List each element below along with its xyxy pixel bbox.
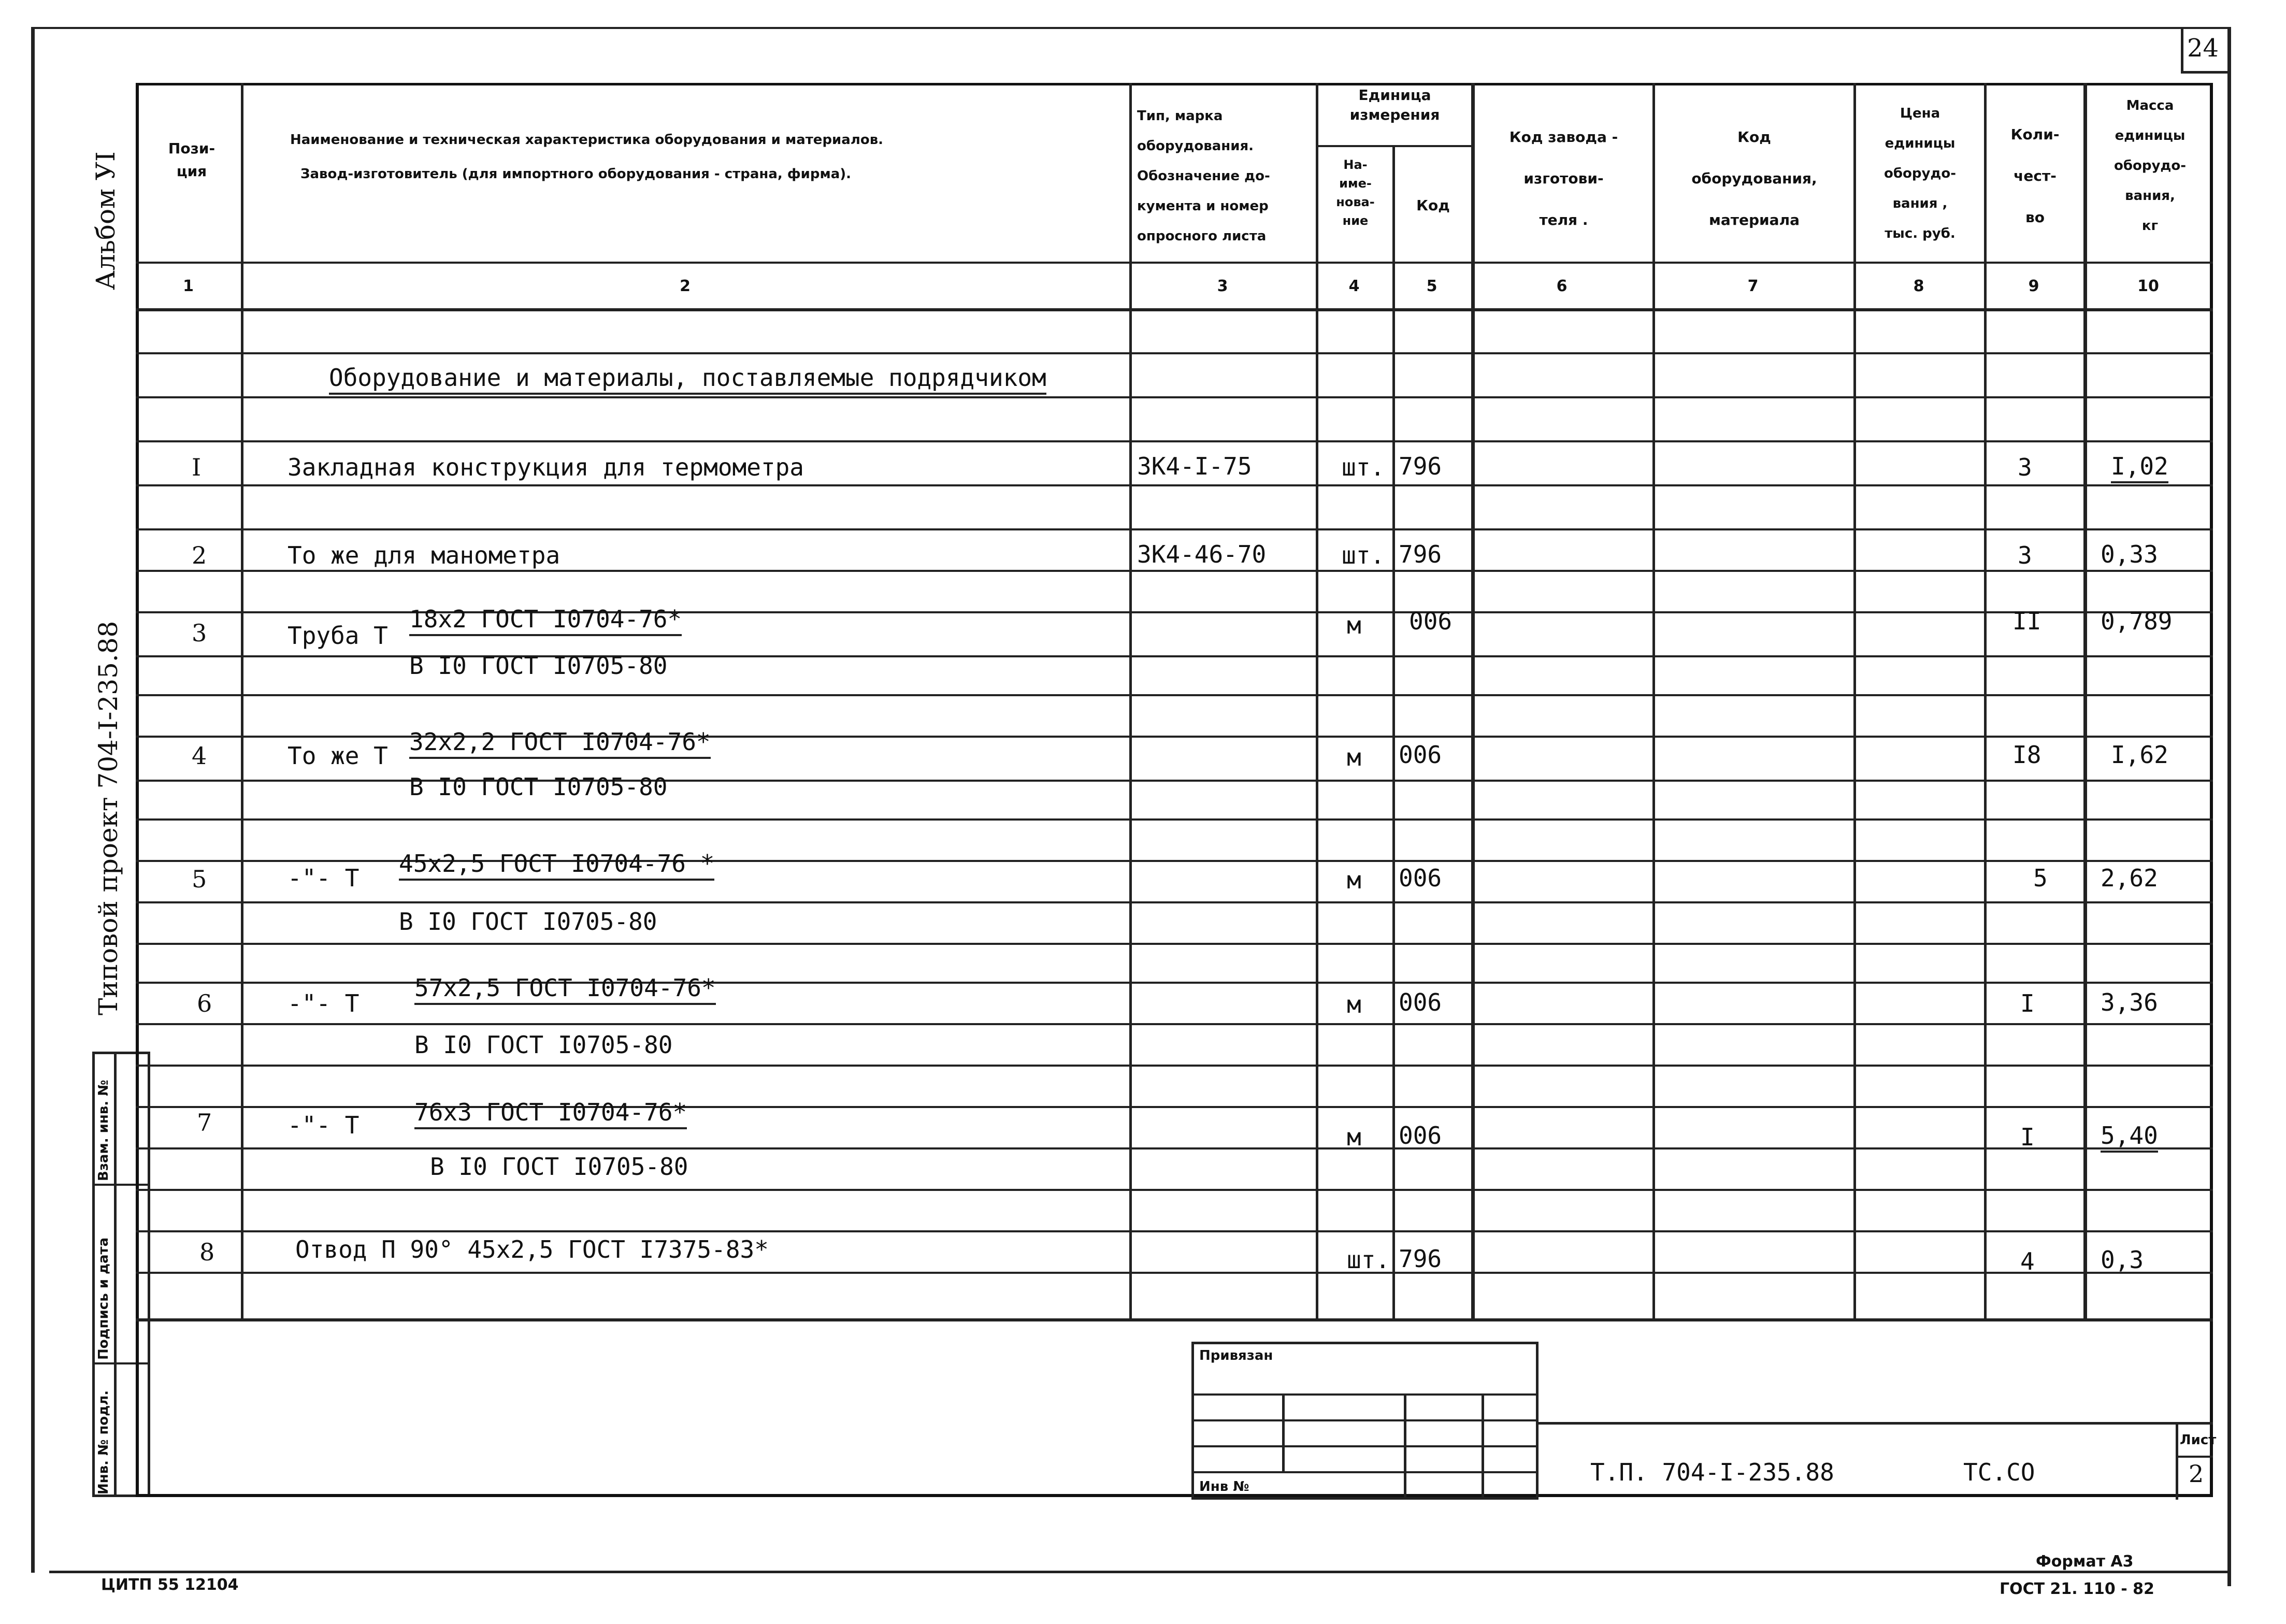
header-col8: Цена единицы оборудо- вания , тыс. руб. [1884, 106, 1957, 241]
col-number-2: 2 [680, 277, 691, 295]
row-line [136, 1065, 2213, 1067]
row-line [136, 1230, 2213, 1232]
row7-name-bottom: В I0 ГОСТ I0705-80 [430, 1153, 688, 1181]
row5-code: 006 [1399, 864, 1442, 892]
header-col2: Наименование и техническая характеристика оборудования и материалов. Завод-изготовитель (для импортного оборудования - страна, фирма). [290, 132, 884, 182]
row-line [136, 352, 2213, 354]
row4-name-bottom: В I0 ГОСТ I0705-80 [409, 773, 668, 801]
row-line [136, 528, 2213, 530]
row4-unit: м [1347, 743, 1361, 771]
header-line [136, 262, 2213, 264]
row1-type: 3К4-I-75 [1137, 452, 1252, 480]
col-number-9: 9 [2028, 277, 2039, 295]
header-line [136, 308, 2213, 311]
row7-mass: 5,40 [2101, 1122, 2158, 1153]
header-unit-group: Единица измерения [1349, 87, 1440, 123]
row-line [136, 1147, 2213, 1149]
row2-pos: 2 [192, 541, 207, 569]
col-line-3 [1316, 83, 1318, 1321]
row7-name-top: 76x3 ГОСТ I0704-76* [414, 1098, 687, 1129]
row6-pos: 6 [197, 989, 212, 1017]
doc-code: ТС.СО [1963, 1458, 2035, 1486]
col-line-9 [2083, 83, 2087, 1321]
row3-unit: м [1347, 611, 1361, 639]
header-col10: Масса единицы оборудо- вания, кг [2114, 98, 2187, 234]
footer-gost: ГОСТ 21. 110 - 82 [2000, 1580, 2154, 1598]
footer-format: Формат А3 [2036, 1553, 2134, 1571]
row6-mass: 3,36 [2101, 988, 2158, 1016]
privyazan-label: Привязан [1199, 1348, 1273, 1363]
row6-name-prefix: -"- Т [287, 989, 360, 1017]
side-stamp-signature: Подпись и дата [96, 1237, 111, 1360]
title-block-vline [2176, 1422, 2178, 1500]
row-line [136, 943, 2213, 945]
inv-no-label: Инв № [1199, 1479, 1249, 1494]
row3-name-prefix: Труба Т [287, 622, 388, 650]
row5-pos: 5 [192, 865, 207, 893]
row1-mass: I,02 [2111, 452, 2168, 483]
row7-pos: 7 [197, 1109, 212, 1137]
row3-code: 006 [1409, 607, 1453, 635]
row3-name-top: 18x2 ГОСТ I0704-76* [409, 605, 682, 636]
col-number-1: 1 [183, 277, 194, 295]
col-line-2 [1129, 83, 1132, 1321]
row5-qty: 5 [2033, 864, 2048, 892]
col-number-5: 5 [1426, 277, 1437, 295]
row6-qty: I [2020, 989, 2035, 1017]
row8-unit: шт. [1347, 1246, 1390, 1274]
table-body-bottom [136, 1318, 2213, 1321]
row-line [136, 818, 2213, 821]
row-line [136, 1189, 2213, 1191]
col-number-7: 7 [1747, 277, 1759, 295]
row-line [136, 570, 2213, 572]
col-line-8 [1984, 83, 1987, 1321]
header-col4: На- име- нова- ние [1336, 157, 1375, 228]
row5-name-top: 45x2,5 ГОСТ I0704-76 * [399, 850, 714, 881]
row2-qty: 3 [2018, 541, 2032, 569]
row4-name-top: 32x2,2 ГОСТ I0704-76* [409, 728, 711, 759]
row-line [136, 694, 2213, 696]
row3-mass: 0,789 [2101, 607, 2173, 635]
row1-qty: 3 [2018, 453, 2032, 481]
row8-name: Отвод П 90° 45x2,5 ГОСТ I7375-83* [295, 1235, 769, 1263]
col-number-8: 8 [1913, 277, 1924, 295]
sheet-number: 2 [2189, 1460, 2204, 1488]
row3-name-bottom: В I0 ГОСТ I0705-80 [409, 652, 668, 680]
privyazan-line [1191, 1471, 1539, 1473]
row1-name: Закладная конструкция для термометра [287, 453, 804, 481]
row5-name-bottom: В I0 ГОСТ I0705-80 [399, 908, 657, 936]
footer-left: ЦИТП 55 12104 [101, 1576, 239, 1594]
outer-frame-right [2227, 27, 2231, 1586]
side-stamp-divider [114, 1052, 117, 1497]
col-line-5 [1471, 83, 1475, 1321]
col-number-3: 3 [1217, 277, 1228, 295]
header-col6: Код завода - изготови- теля . [1509, 128, 1618, 228]
outer-frame-bottom [49, 1571, 2231, 1573]
row3-qty: II [2012, 607, 2041, 635]
row6-unit: м [1347, 990, 1361, 1018]
row2-code: 796 [1399, 540, 1442, 568]
row7-code: 006 [1399, 1122, 1442, 1149]
row1-code: 796 [1399, 452, 1442, 480]
row4-mass: I,62 [2111, 741, 2168, 769]
row6-code: 006 [1399, 988, 1442, 1016]
col-line-7 [1853, 83, 1856, 1321]
row-line [136, 396, 2213, 398]
header-col3: Тип, марка оборудования. Обозначение до- кумента и номер опросного листа [1137, 108, 1270, 244]
privyazan-vline [1482, 1393, 1484, 1500]
project-label: Типовой проект 704-I-235.88 [93, 621, 123, 1015]
col-line-4 [1392, 145, 1395, 1321]
col-line-1 [241, 83, 243, 1321]
row4-code: 006 [1399, 741, 1442, 769]
header-col9: Коли- чест- во [2010, 126, 2060, 226]
row8-code: 796 [1399, 1245, 1442, 1273]
col-number-6: 6 [1556, 277, 1568, 295]
col-line-6 [1652, 83, 1655, 1321]
row-line [136, 901, 2213, 903]
album-label: Альбом УI [91, 151, 121, 290]
row8-pos: 8 [199, 1238, 215, 1266]
row5-name-prefix: -"- Т [287, 864, 360, 892]
privyazan-vline [1282, 1393, 1285, 1471]
sheet-label: Лист [2180, 1432, 2217, 1448]
designation: Т.П. 704-I-235.88 [1590, 1458, 1834, 1486]
row4-qty: I8 [2012, 741, 2041, 769]
section-title: Оборудование и материалы, поставляемые подрядчиком [329, 364, 1046, 395]
row2-type: 3К4-46-70 [1137, 540, 1267, 568]
row-line [136, 1023, 2213, 1025]
row7-qty: I [2020, 1123, 2035, 1151]
row5-mass: 2,62 [2101, 864, 2158, 892]
row-line [136, 440, 2213, 442]
side-stamp-inv-zam: Взам. инв. № [96, 1080, 111, 1181]
col-number-10: 10 [2137, 277, 2159, 295]
row3-pos: 3 [192, 619, 207, 647]
privyazan-line [1191, 1419, 1539, 1421]
title-block-hline [2176, 1456, 2213, 1458]
privyazan-vline [1404, 1393, 1406, 1500]
row-line [136, 1272, 2213, 1274]
header-col5: Код [1416, 197, 1450, 214]
col-number-4: 4 [1348, 277, 1360, 295]
row1-pos: I [192, 453, 202, 481]
row8-qty: 4 [2020, 1247, 2035, 1275]
side-stamp-inv-podl: Инв. № подл. [96, 1390, 111, 1494]
sheet-top-number: 24 [2187, 34, 2219, 63]
row4-pos: 4 [192, 742, 207, 770]
row7-name-prefix: -"- Т [287, 1111, 360, 1139]
row2-unit: шт. [1342, 541, 1385, 569]
row-line [136, 484, 2213, 486]
row4-name-prefix: То же Т [287, 742, 388, 770]
row7-unit: м [1347, 1123, 1361, 1151]
row2-name: То же для манометра [287, 541, 560, 569]
privyazan-line [1191, 1445, 1539, 1447]
row8-mass: 0,3 [2101, 1246, 2144, 1274]
row6-name-top: 57x2,5 ГОСТ I0704-76* [414, 974, 716, 1005]
row1-unit: шт. [1342, 453, 1385, 481]
privyazan-line [1191, 1393, 1539, 1396]
row6-name-bottom: В I0 ГОСТ I0705-80 [414, 1031, 673, 1059]
header-col1: Пози- ция [168, 140, 215, 180]
row2-mass: 0,33 [2101, 540, 2158, 568]
header-col7: Код оборудования, материала [1691, 128, 1817, 228]
row5-unit: м [1347, 866, 1361, 894]
